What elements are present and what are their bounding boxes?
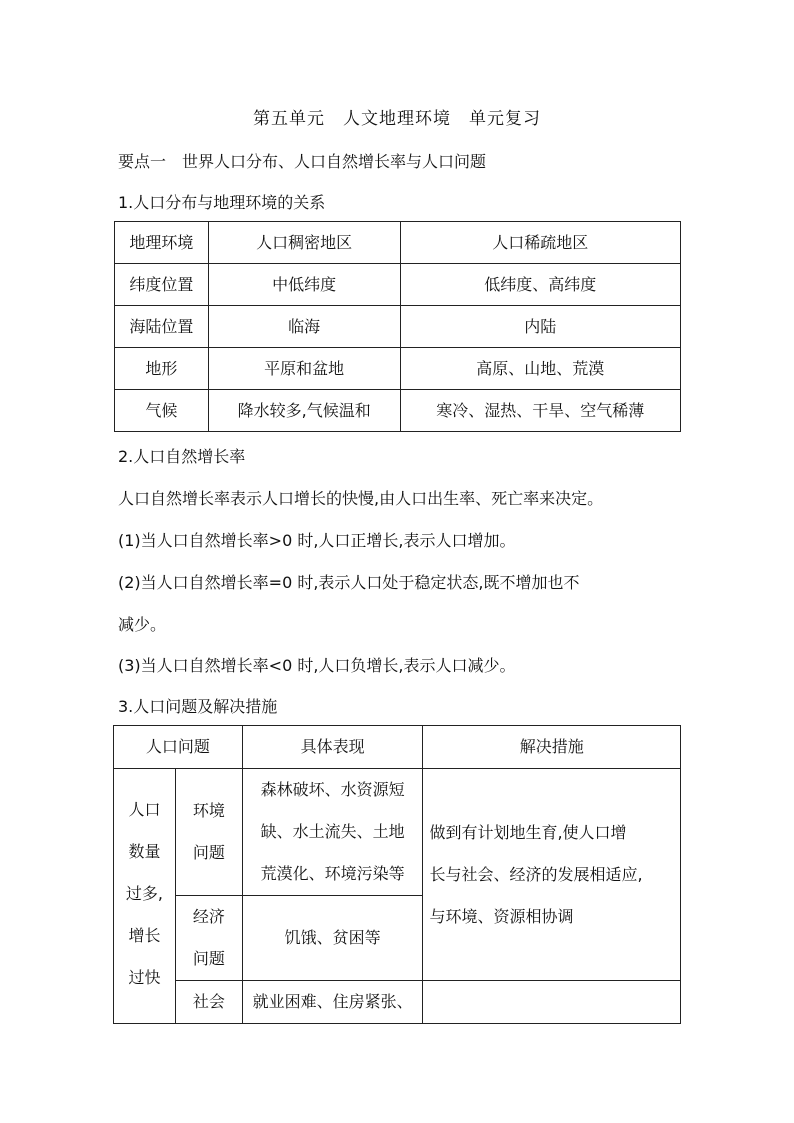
table-cell: 海陆位置 bbox=[115, 306, 209, 348]
s3-title: 3.人口问题及解决措施 bbox=[118, 697, 278, 716]
population-distribution-table bbox=[114, 221, 681, 432]
detail-line: 荒漠化、环境污染等 bbox=[260, 864, 405, 883]
table-header-row bbox=[115, 222, 681, 264]
table-cell: 低纬度、高纬度 bbox=[400, 264, 681, 306]
group-line: 数量 bbox=[128, 842, 161, 861]
table-row bbox=[115, 264, 681, 306]
sub-line: 经济 bbox=[192, 907, 225, 926]
detail-cell: 就业困难、住房紧张、 bbox=[242, 981, 423, 1024]
table-header-row bbox=[114, 726, 681, 769]
sub-line: 问题 bbox=[192, 949, 225, 968]
sub-line: 问题 bbox=[192, 843, 225, 862]
detail-cell bbox=[242, 769, 423, 896]
detail-line: 森林破坏、水资源短 bbox=[260, 780, 405, 799]
table-header-cell: 解决措施 bbox=[423, 726, 681, 769]
table-cell: 降水较多,气候温和 bbox=[208, 390, 400, 432]
s2-item-2-cont: 减少。 bbox=[118, 615, 167, 634]
sub-line: 环境 bbox=[192, 801, 225, 820]
s2-item-2: (2)当人口自然增长率=0 时,表示人口处于稳定状态,既不增加也不 bbox=[118, 573, 580, 592]
table-cell: 内陆 bbox=[400, 306, 681, 348]
s2-item-1: (1)当人口自然增长率>0 时,人口正增长,表示人口增加。 bbox=[118, 531, 516, 550]
table-header-cell: 具体表现 bbox=[242, 726, 423, 769]
table-header-cell: 地理环境 bbox=[115, 222, 209, 264]
table-row bbox=[115, 390, 681, 432]
measure-cell bbox=[423, 769, 681, 981]
measure-line: 做到有计划地生育,使人口增 bbox=[429, 822, 627, 842]
table-cell: 高原、山地、荒漠 bbox=[400, 348, 681, 390]
group-line: 人口 bbox=[128, 800, 161, 819]
table-cell: 地形 bbox=[115, 348, 209, 390]
table-cell: 中低纬度 bbox=[208, 264, 400, 306]
table-row bbox=[115, 348, 681, 390]
detail-cell: 饥饿、贫困等 bbox=[242, 896, 423, 981]
population-problems-table bbox=[113, 725, 681, 1024]
s1-title: 1.人口分布与地理环境的关系 bbox=[118, 193, 326, 212]
table-cell: 平原和盆地 bbox=[208, 348, 400, 390]
problem-group-cell bbox=[114, 769, 176, 1024]
s2-title: 2.人口自然增长率 bbox=[118, 447, 246, 466]
table-header-cell: 人口问题 bbox=[114, 726, 243, 769]
empty-cell bbox=[423, 981, 681, 1024]
sub-problem-cell bbox=[175, 896, 242, 981]
table-cell: 纬度位置 bbox=[115, 264, 209, 306]
table-row bbox=[115, 306, 681, 348]
table-cell: 寒冷、湿热、干旱、空气稀薄 bbox=[400, 390, 681, 432]
table-cell: 临海 bbox=[208, 306, 400, 348]
page-title: 第五单元 人文地理环境 单元复习 bbox=[253, 109, 541, 129]
detail-line: 缺、水土流失、土地 bbox=[260, 822, 405, 841]
table-header-cell: 人口稠密地区 bbox=[208, 222, 400, 264]
section-heading: 要点一 世界人口分布、人口自然增长率与人口问题 bbox=[118, 152, 487, 171]
measure-line: 与环境、资源相协调 bbox=[429, 906, 574, 926]
table-row bbox=[114, 981, 681, 1024]
s2-item-3: (3)当人口自然增长率<0 时,人口负增长,表示人口减少。 bbox=[118, 656, 516, 675]
group-line: 过多, bbox=[125, 884, 163, 903]
sub-problem-cell: 社会 bbox=[175, 981, 242, 1024]
table-header-cell: 人口稀疏地区 bbox=[400, 222, 681, 264]
measure-line: 长与社会、经济的发展相适应, bbox=[429, 864, 643, 884]
table-cell: 气候 bbox=[115, 390, 209, 432]
sub-problem-cell bbox=[175, 769, 242, 896]
group-line: 过快 bbox=[128, 968, 161, 987]
s2-paragraph: 人口自然增长率表示人口增长的快慢,由人口出生率、死亡率来决定。 bbox=[118, 489, 604, 508]
table-row bbox=[114, 769, 681, 896]
group-line: 增长 bbox=[128, 926, 161, 945]
